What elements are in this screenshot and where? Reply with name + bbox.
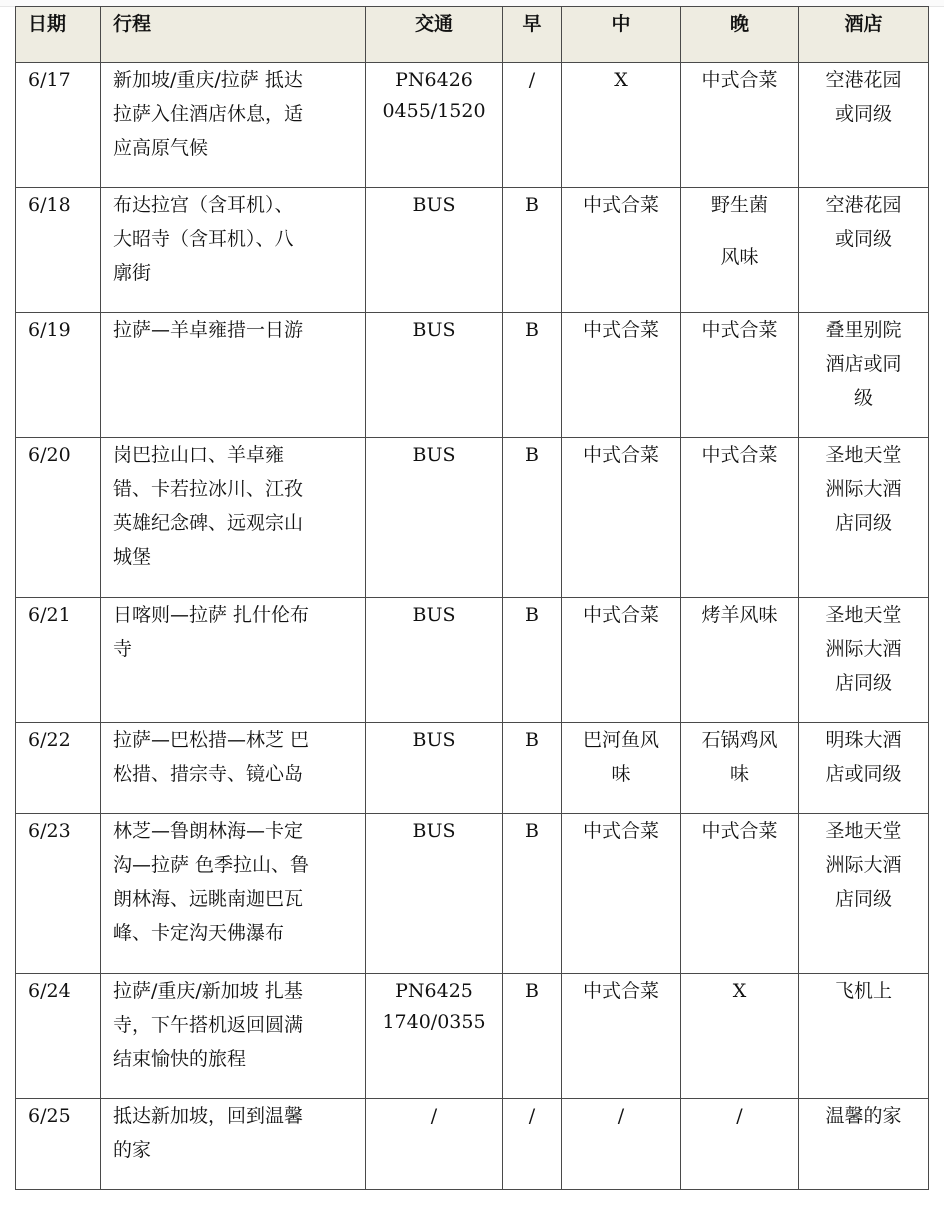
dinner-line: X (732, 980, 747, 1002)
route-cell (101, 438, 366, 598)
route-line: 城堡 (113, 546, 152, 568)
lunch-cell (562, 598, 681, 723)
date-cell: 6/23 (16, 814, 101, 974)
hotel-line: 圣地天堂 (825, 444, 902, 466)
breakfast-cell: B (503, 438, 562, 598)
route-line: 松措、措宗寺、镜心岛 (113, 763, 304, 785)
flight-times: 0455/1520 (382, 100, 486, 122)
breakfast-cell: B (503, 723, 562, 814)
dinner-line: 野生菌 (710, 194, 768, 216)
lunch-line: 中式合菜 (582, 444, 659, 466)
date-cell: 6/22 (16, 723, 101, 814)
header-dinner: 晚 (681, 7, 799, 63)
header-row (16, 7, 929, 63)
hotel-line: 叠里别院 (825, 319, 902, 341)
lunch-line: X (614, 69, 628, 91)
route-line: 拉萨—巴松措—林芝 巴 (113, 729, 310, 751)
dinner-cell (681, 63, 799, 188)
dinner-line: 中式合菜 (701, 69, 778, 91)
transport-cell (366, 974, 503, 1099)
date-cell: 6/20 (16, 438, 101, 598)
table-row (16, 723, 929, 814)
transport-line: BUS (412, 194, 456, 216)
hotel-line: 洲际大酒 (825, 854, 902, 876)
transport-line: BUS (412, 319, 456, 341)
table-row (16, 598, 929, 723)
route-line: 布达拉宫（含耳机）、 (113, 194, 294, 216)
hotel-line: 店同级 (834, 512, 892, 534)
hotel-line: 酒店或同 (825, 353, 902, 375)
transport-cell (366, 814, 503, 974)
date-cell: 6/25 (16, 1099, 101, 1190)
route-cell (101, 1099, 366, 1190)
table-row (16, 438, 929, 598)
transport-cell (366, 1099, 503, 1190)
hotel-line: 洲际大酒 (825, 638, 902, 660)
dinner-line: / (736, 1105, 743, 1127)
table-row (16, 63, 929, 188)
lunch-cell (562, 814, 681, 974)
hotel-line: 或同级 (834, 228, 892, 250)
breakfast-cell: B (503, 814, 562, 974)
header-route: 行程 (101, 7, 366, 63)
header-breakfast: 早 (503, 7, 562, 63)
route-line: 英雄纪念碑、远观宗山 (113, 512, 304, 534)
dinner-cell (681, 188, 799, 313)
hotel-cell (799, 1099, 929, 1190)
lunch-line: 中式合菜 (582, 194, 659, 216)
breakfast-cell: / (503, 1099, 562, 1190)
route-cell (101, 974, 366, 1099)
dinner-line: 味 (729, 763, 749, 785)
table-row (16, 814, 929, 974)
date-cell: 6/17 (16, 63, 101, 188)
dinner-cell (681, 723, 799, 814)
table-row (16, 974, 929, 1099)
table-row (16, 313, 929, 438)
breakfast-cell: B (503, 974, 562, 1099)
header-date: 日期 (16, 7, 101, 63)
hotel-cell (799, 188, 929, 313)
hotel-cell (799, 814, 929, 974)
hotel-line: 空港花园 (825, 69, 902, 91)
breakfast-cell: B (503, 598, 562, 723)
header-transport: 交通 (366, 7, 503, 63)
hotel-line: 洲际大酒 (825, 478, 902, 500)
transport-line: BUS (412, 729, 456, 751)
lunch-line: 中式合菜 (582, 980, 659, 1002)
hotel-line: 圣地天堂 (825, 820, 902, 842)
route-cell (101, 723, 366, 814)
lunch-line: / (617, 1105, 625, 1127)
dinner-cell (681, 598, 799, 723)
route-cell (101, 598, 366, 723)
table-row (16, 188, 929, 313)
hotel-cell (799, 974, 929, 1099)
lunch-cell (562, 63, 681, 188)
dinner-cell (681, 1099, 799, 1190)
route-line: 大昭寺（含耳机）、八 (113, 228, 294, 250)
hotel-cell (799, 63, 929, 188)
hotel-line: 级 (853, 387, 873, 409)
route-line: 应高原气候 (113, 137, 209, 159)
lunch-cell (562, 974, 681, 1099)
hotel-cell (799, 438, 929, 598)
route-cell (101, 313, 366, 438)
dinner-line: 烤羊风味 (701, 604, 778, 626)
hotel-cell (799, 313, 929, 438)
date-cell: 6/21 (16, 598, 101, 723)
transport-cell (366, 723, 503, 814)
route-line: 廓街 (113, 262, 152, 284)
route-line: 错、卡若拉冰川、江孜 (113, 478, 304, 500)
route-line: 朗林海、远眺南迦巴瓦 (113, 888, 304, 910)
route-line: 岗巴拉山口、羊卓雍 (113, 444, 285, 466)
header-lunch: 中 (562, 7, 681, 63)
lunch-cell (562, 723, 681, 814)
hotel-line: 店或同级 (825, 763, 902, 785)
lunch-cell (562, 438, 681, 598)
flight-number: PN6426 (395, 69, 473, 91)
route-cell (101, 63, 366, 188)
route-cell (101, 188, 366, 313)
route-line: 拉萨—羊卓雍措一日游 (113, 319, 304, 341)
route-line: 峰、卡定沟天佛瀑布 (113, 922, 285, 944)
transport-line: BUS (412, 604, 456, 626)
transport-line: BUS (412, 444, 456, 466)
breakfast-cell: B (503, 313, 562, 438)
hotel-line: 飞机上 (834, 980, 892, 1002)
hotel-line: 或同级 (834, 103, 892, 125)
hotel-line: 明珠大酒 (825, 729, 902, 751)
lunch-line: 中式合菜 (582, 319, 659, 341)
transport-line: BUS (412, 820, 456, 842)
route-line: 寺 (113, 638, 133, 660)
route-line: 日喀则—拉萨 扎什伦布 (113, 604, 310, 626)
route-line: 抵达新加坡，回到温馨 (113, 1105, 304, 1127)
header-hotel: 酒店 (799, 7, 929, 63)
route-line: 沟—拉萨 色季拉山、鲁 (113, 854, 310, 876)
hotel-cell (799, 723, 929, 814)
dinner-cell (681, 814, 799, 974)
date-cell: 6/18 (16, 188, 101, 313)
breakfast-cell: B (503, 188, 562, 313)
route-line: 结束愉快的旅程 (113, 1048, 247, 1070)
lunch-line: 中式合菜 (582, 820, 659, 842)
lunch-cell (562, 1099, 681, 1190)
route-cell (101, 814, 366, 974)
hotel-line: 店同级 (834, 672, 892, 694)
dinner-cell (681, 438, 799, 598)
hotel-line: 空港花园 (825, 194, 902, 216)
transport-cell (366, 438, 503, 598)
lunch-line: 中式合菜 (582, 604, 659, 626)
date-cell: 6/19 (16, 313, 101, 438)
table-row (16, 1099, 929, 1190)
hotel-cell (799, 598, 929, 723)
hotel-line: 温馨的家 (825, 1105, 902, 1127)
date-cell: 6/24 (16, 974, 101, 1099)
lunch-cell (562, 313, 681, 438)
lunch-cell (562, 188, 681, 313)
transport-line: / (430, 1105, 438, 1127)
transport-cell (366, 313, 503, 438)
flight-times: 1740/0355 (382, 1011, 486, 1033)
dinner-line: 石锅鸡风 (701, 729, 778, 751)
route-line: 林芝—鲁朗林海—卡定 (113, 820, 304, 842)
transport-cell (366, 598, 503, 723)
route-line: 拉萨/重庆/新加坡 扎基 (113, 980, 303, 1002)
transport-cell (366, 188, 503, 313)
route-line: 的家 (113, 1139, 152, 1161)
dinner-line: 中式合菜 (701, 444, 778, 466)
itinerary-table (15, 6, 929, 1190)
dinner-cell (681, 974, 799, 1099)
flight-number: PN6425 (395, 980, 473, 1002)
hotel-line: 店同级 (834, 888, 892, 910)
transport-cell (366, 63, 503, 188)
lunch-line: 味 (611, 763, 631, 785)
route-line: 新加坡/重庆/拉萨 抵达 (113, 69, 303, 91)
dinner-cell (681, 313, 799, 438)
hotel-line: 圣地天堂 (825, 604, 902, 626)
dinner-line: 风味 (720, 246, 759, 268)
breakfast-cell: / (503, 63, 562, 188)
route-line: 寺，下午搭机返回圆满 (113, 1014, 304, 1036)
dinner-line: 中式合菜 (701, 820, 778, 842)
lunch-line: 巴河鱼风 (582, 729, 659, 751)
dinner-line: 中式合菜 (701, 319, 778, 341)
route-line: 拉萨入住酒店休息，适 (113, 103, 304, 125)
